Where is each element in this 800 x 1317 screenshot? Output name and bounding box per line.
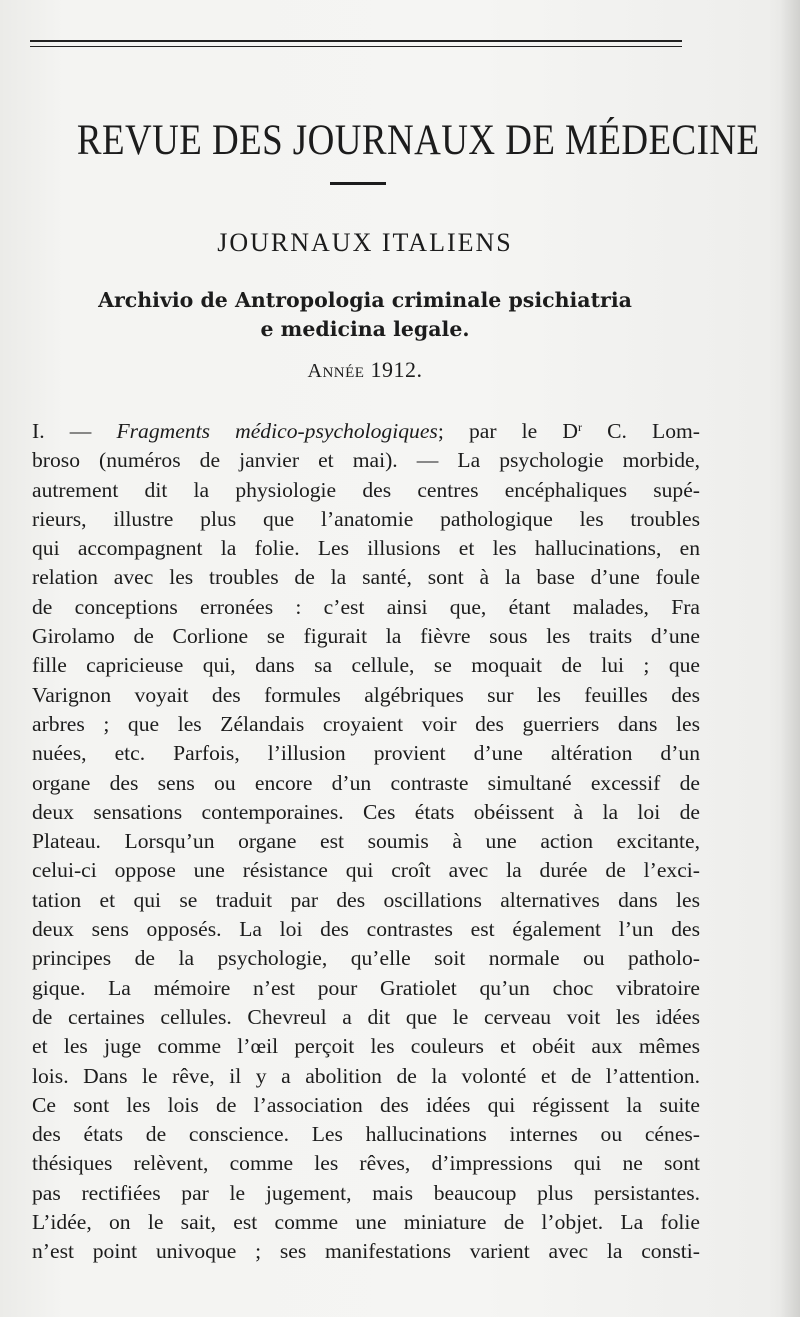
article-title: Fragments médico-psychologiques [116, 419, 438, 443]
article-line: de certaines cellules. Chevreul a dit que le cerveau voit les idées [32, 1004, 700, 1029]
article-line: Ce sont les lois de l’association des idées qui régissent la suite [32, 1092, 700, 1117]
journal-title [30, 286, 700, 344]
article-line: autrement dit la physiologie des centres encéphaliques supé- [32, 477, 700, 502]
article-line: celui-ci oppose une résistance qui croît avec la durée de l’exci- [32, 858, 700, 883]
title-divider [330, 182, 386, 185]
article-line: n’est point univoque ; ses manifestations varient avec la consti- [32, 1239, 700, 1264]
article-lines [32, 446, 700, 1266]
year-initial: A [307, 360, 323, 382]
article-line: nuées, etc. Parfois, l’illusion provient d’une altération d’un [32, 741, 700, 766]
doctor-superscript: r [577, 420, 582, 434]
page-edge-shadow [780, 0, 800, 1317]
main-title: REVUE DES JOURNAUX DE MÉDECINE [76, 117, 760, 164]
article-first-line [32, 417, 700, 446]
article-line: Varignon voyait des formules algébriques sur les feuilles des [32, 682, 700, 707]
year-number: 1912. [370, 357, 423, 382]
article-line: deux sens opposés. La loi des contrastes est également l’un des [32, 917, 700, 942]
article-line: qui accompagnent la folie. Les illusions et les hallucinations, en [32, 536, 700, 561]
article-line: de conceptions erronées : c’est ainsi que, étant malades, Fra [32, 594, 700, 619]
article-line: pas rectifiées par le jugement, mais beaucoup plus persistantes. [32, 1180, 700, 1205]
article-line: des états de conscience. Les hallucinations internes ou cénes- [32, 1122, 700, 1147]
article-line: broso (numéros de janvier et mai). — La psychologie morbide, [32, 448, 700, 473]
top-rule-thin [30, 46, 682, 47]
article-line: deux sensations contemporaines. Ces états obéissent à la loi de [32, 799, 700, 824]
article-author-prefix: ; par le D [437, 419, 578, 443]
article-line: principes de la psychologie, qu’elle soit normale ou patholo- [32, 946, 700, 971]
year-heading [30, 357, 700, 386]
article-line: Girolamo de Corlione se figurait la fièvre sous les traits d’une [32, 624, 700, 649]
article-line: fille capricieuse qui, dans sa cellule, se moquait de lui ; que [32, 653, 700, 678]
article-line: organe des sens ou encore d’un contraste simultané excessif de [32, 770, 700, 795]
article-line: lois. Dans le rêve, il y a abolition de la volonté et de l’attention. [32, 1063, 700, 1088]
article-body [32, 417, 700, 1267]
article-line: rieurs, illustre plus que l’anatomie pathologique les troubles [32, 506, 700, 531]
journal-title-line-1: Archivio de Antropologia criminale psichiatria [98, 288, 632, 312]
section-title: JOURNAUX ITALIENS [217, 228, 513, 257]
article-line: arbres ; que les Zélandais croyaient voir des guerriers dans les [32, 711, 700, 736]
article-line: tation et qui se traduit par des oscillations alternatives dans les [32, 887, 700, 912]
article-line: Plateau. Lorsqu’un organe est soumis à une action excitante, [32, 829, 700, 854]
article-line: et les juge comme l’œil perçoit les couleurs et obéit aux mêmes [32, 1034, 700, 1059]
article-line: L’idée, on le sait, est comme une miniature de l’objet. La folie [32, 1210, 700, 1235]
year-smallcaps: NNÉE [322, 365, 365, 381]
top-rule [30, 40, 682, 42]
article-number: I. — [32, 419, 117, 443]
article-line: gique. La mémoire n’est pour Gratiolet qu’un choc vibratoire [32, 975, 700, 1000]
journal-title-line-2: e medicina legale. [260, 317, 470, 341]
article-line: thésiques relèvent, comme les rêves, d’impressions qui ne sont [32, 1151, 700, 1176]
article-author-name: C. Lom- [581, 419, 700, 443]
article-line: relation avec les troubles de la santé, sont à la base d’une foule [32, 565, 700, 590]
